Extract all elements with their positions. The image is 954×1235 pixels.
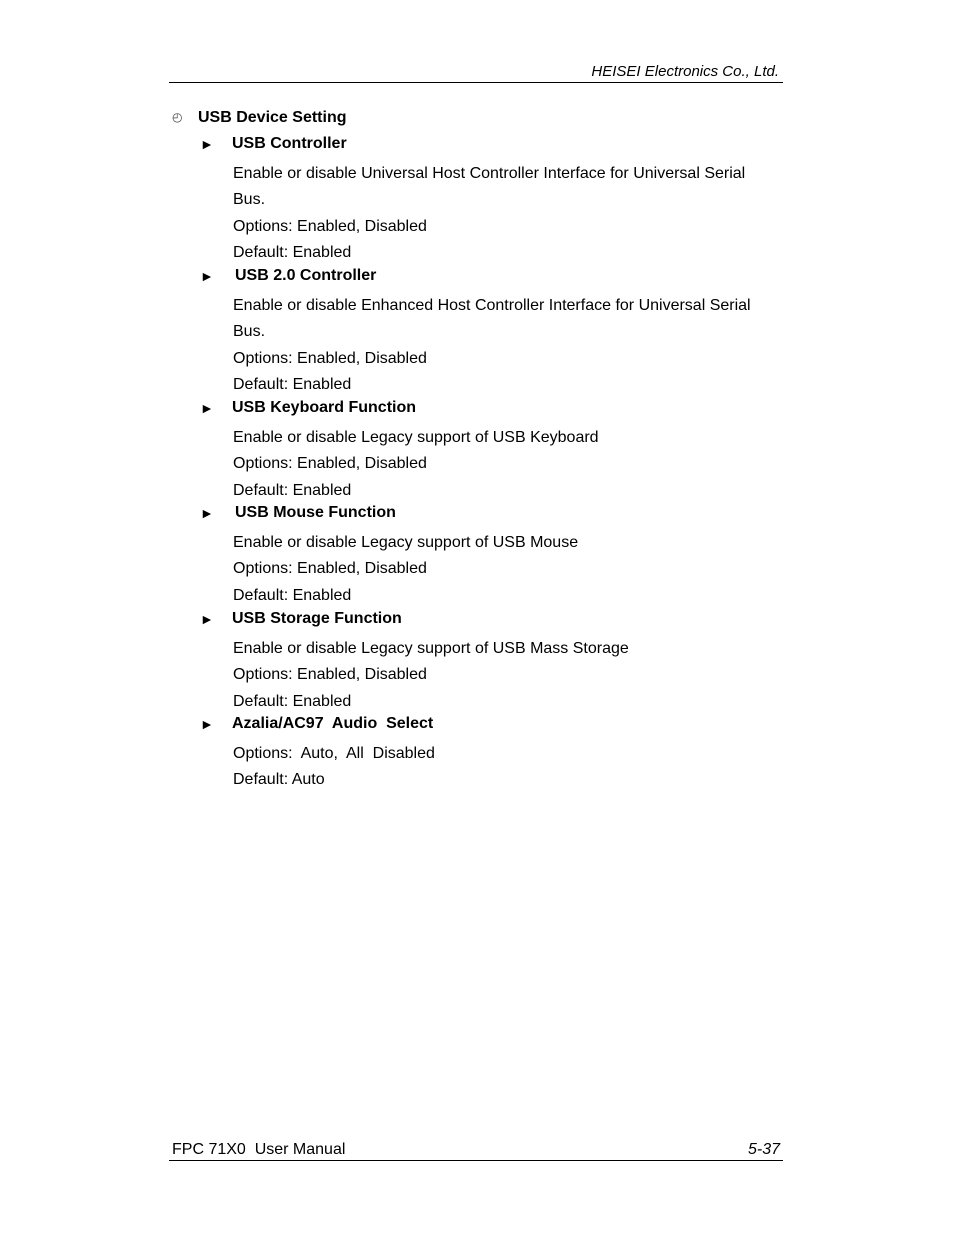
page-header	[169, 60, 783, 83]
setting-title: USB Mouse Function	[235, 504, 396, 521]
setting-description	[233, 425, 763, 504]
setting-line: Enable or disable Legacy support of USB Mass Storage	[233, 640, 629, 657]
setting-default: Default: Enabled	[233, 692, 352, 710]
arrow-right-icon: ►	[200, 505, 214, 521]
setting-options: Options: Auto, All Disabled	[233, 745, 435, 762]
setting-description	[233, 741, 763, 794]
setting-description	[233, 161, 763, 267]
setting-options: Options: Enabled, Disabled	[233, 349, 427, 367]
setting-default: Default: Enabled	[233, 244, 352, 262]
setting-title: USB Controller	[232, 135, 347, 152]
page-footer	[169, 1140, 783, 1161]
setting-default: Default: Enabled	[233, 376, 352, 394]
setting-title: USB 2.0 Controller	[235, 267, 377, 284]
manual-title: FPC 71X0 User Manual	[172, 1141, 346, 1158]
arrow-right-icon: ►	[200, 268, 214, 284]
setting-description	[233, 636, 763, 715]
arrow-right-icon: ►	[200, 611, 214, 627]
setting-options: Options: Enabled, Disabled	[233, 217, 427, 235]
setting-description	[233, 293, 763, 399]
setting-default: Default: Auto	[233, 771, 325, 789]
setting-title: USB Storage Function	[232, 610, 402, 627]
setting-title: Azalia/AC97 Audio Select	[232, 715, 434, 732]
setting-line: Enable or disable Legacy support of USB Mouse	[233, 534, 579, 551]
setting-default: Default: Enabled	[233, 481, 352, 499]
setting-options: Options: Enabled, Disabled	[233, 455, 427, 473]
clock-icon: ◴	[172, 110, 183, 124]
setting-line: Bus.	[233, 191, 266, 209]
setting-options: Options: Enabled, Disabled	[233, 666, 427, 684]
setting-options: Options: Enabled, Disabled	[233, 560, 427, 578]
setting-line: Bus.	[233, 323, 266, 341]
setting-description	[233, 530, 763, 609]
setting-line: Enable or disable Universal Host Controller Interface for Universal Serial	[233, 165, 746, 182]
setting-line: Enable or disable Legacy support of USB Keyboard	[233, 429, 599, 446]
setting-line: Enable or disable Enhanced Host Controller Interface for Universal Serial	[233, 297, 751, 314]
page-number: 5-37	[747, 1141, 780, 1158]
section-title: USB Device Setting	[198, 109, 347, 126]
arrow-right-icon: ►	[200, 716, 214, 732]
arrow-right-icon: ►	[200, 400, 214, 416]
company-name: HEISEI Electronics Co., Ltd.	[591, 63, 779, 80]
arrow-right-icon: ►	[200, 136, 214, 152]
setting-default: Default: Enabled	[233, 586, 352, 604]
setting-title: USB Keyboard Function	[232, 399, 417, 416]
